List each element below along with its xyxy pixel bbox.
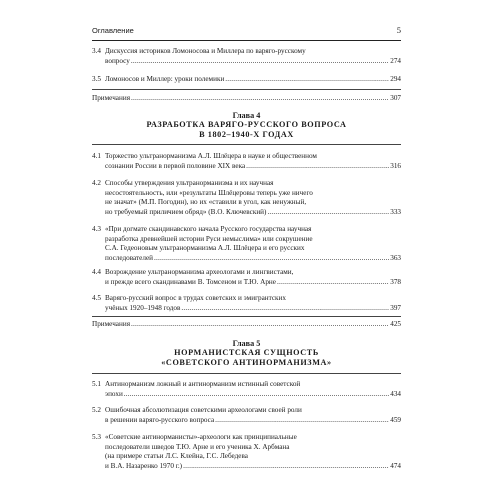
divider (92, 89, 401, 90)
chapter-title: В 1802–1940-Х ГОДАХ (199, 130, 294, 139)
toc-entry-number: 3.5 (92, 75, 101, 83)
page-number: 5 (396, 25, 401, 35)
chapter-5-heading (92, 339, 401, 368)
toc-entry-page: 459 (390, 415, 401, 424)
toc-entry-text: «При догмате скандинавского начала Русского государства научная (105, 225, 312, 233)
toc-entry-page: 397 (390, 303, 401, 312)
leader-dots (131, 57, 389, 67)
toc-entry-number: 5.1 (92, 380, 101, 388)
toc-entry-page: 333 (390, 207, 401, 216)
toc-entry-text: учёных 1920–1948 годов (105, 303, 181, 312)
divider (92, 316, 401, 317)
toc-entry-text: (на примере статьи Л.С. Клейна, Г.С. Лебедева (105, 452, 248, 461)
toc-entry-number: 4.2 (92, 179, 101, 187)
toc-entry-page: 425 (390, 320, 401, 328)
toc-entry-text: С.А. Гедеоновым ультранорманизма А.Л. Шлёцера и его русских (105, 244, 305, 253)
toc-entry-text: Примечания (92, 94, 130, 102)
toc-entry-page: 363 (390, 253, 401, 262)
toc-entry-number: 4.4 (92, 268, 101, 276)
toc-entry-text: и прежде всего скандинавами В. Томсеном и Т.Ю. Арне (105, 277, 276, 286)
chapter-title: РАЗРАБОТКА ВАРЯГО-РУССКОГО ВОПРОСА (146, 120, 347, 129)
chapter-number: Глава 4 (232, 111, 261, 120)
divider (92, 373, 401, 374)
toc-entry-text: и В.А. Назаренко 1970 г.) (105, 461, 183, 470)
toc-entry-text: сознании России в первой половине XIX века (105, 161, 246, 170)
toc-entry-text: Ломоносов и Миллер: уроки полемики (105, 75, 225, 83)
toc-entry-text: Ошибочная абсолютизация советскими археологами своей роли (105, 406, 302, 414)
toc-entry-text: Торжество ультранорманизма А.Л. Шлёцера в науке и общественном (105, 152, 317, 160)
divider (92, 144, 401, 145)
toc-entry-number: 3.4 (92, 47, 101, 55)
leader-dots (183, 462, 389, 472)
chapter-number: Глава 5 (232, 339, 261, 348)
toc-entry-text: в решении варяго-русского вопроса (105, 415, 215, 424)
toc-entry-text: последователи шведов Т.Ю. Арне и его ученика Х. Арбмана (105, 442, 290, 451)
leader-dots (267, 208, 389, 218)
toc-entry-number: 5.3 (92, 433, 101, 441)
toc-entry-text: Возрождение ультранорманизма археологами и лингвистами, (105, 268, 294, 276)
toc-entry-number: 4.3 (92, 225, 101, 233)
toc-entry-text: Антинорманизм ложный и антинорманизм истинный советской (105, 380, 301, 388)
toc-entry-page: 316 (390, 161, 401, 170)
toc-entry-page: 378 (390, 277, 401, 286)
toc-entry-text: не значат» (М.П. Погодин), но их «ставили в угол, как ненужный, (105, 198, 307, 207)
toc-entry-text: разработка древнейшей истории Руси немыслима» или сокрушение (105, 234, 313, 243)
chapter-4-heading (92, 111, 401, 140)
leader-dots (124, 390, 389, 400)
toc-entry-page: 294 (390, 75, 401, 83)
chapter-title: «СОВЕТСКОГО АНТИНОРМАНИЗМА» (161, 358, 332, 367)
toc-entry-number: 4.5 (92, 294, 101, 302)
toc-entry-text: эпохи (105, 389, 123, 398)
toc-entry-text: несостоятельность, или «результаты Шлёцеровы теперь уже ничего (105, 188, 313, 197)
toc-entry-text: «Советские антинорманисты»-археологи как принципиальные (105, 433, 297, 441)
toc-entry-page: 274 (390, 56, 401, 65)
toc-entry-text: Способы утверждения ультранорманизма и их научная (105, 179, 274, 187)
running-header (92, 26, 401, 41)
toc-entry-text: Варяго-русский вопрос в трудах советских и эмигрантских (105, 294, 286, 302)
chapter-title: НОРМАНИСТСКАЯ СУЩНОСТЬ (174, 348, 319, 357)
leader-dots (131, 94, 389, 104)
running-header-title: Оглавление (92, 26, 134, 35)
toc-entry-number: 4.1 (92, 152, 101, 160)
leader-dots (225, 75, 389, 85)
toc-entry-text: последователей (105, 253, 153, 262)
toc-entry-page: 307 (390, 94, 401, 102)
leader-dots (277, 278, 389, 288)
toc-entry-text: вопросу (105, 56, 130, 65)
toc-entry-text: но требуемый приличием обряд» (В.О. Ключевский) (105, 207, 267, 216)
toc-entry-page: 474 (390, 461, 401, 470)
leader-dots (154, 254, 389, 264)
leader-dots (131, 320, 389, 330)
toc-entry-text: Дискуссия историков Ломоносова и Миллера по варяго-русскому (105, 47, 306, 55)
leader-dots (181, 304, 389, 314)
toc-entry-page: 434 (390, 389, 401, 398)
leader-dots (215, 416, 389, 426)
toc-entry-number: 5.2 (92, 406, 101, 414)
leader-dots (246, 162, 389, 172)
toc-entry-text: Примечания (92, 320, 130, 328)
